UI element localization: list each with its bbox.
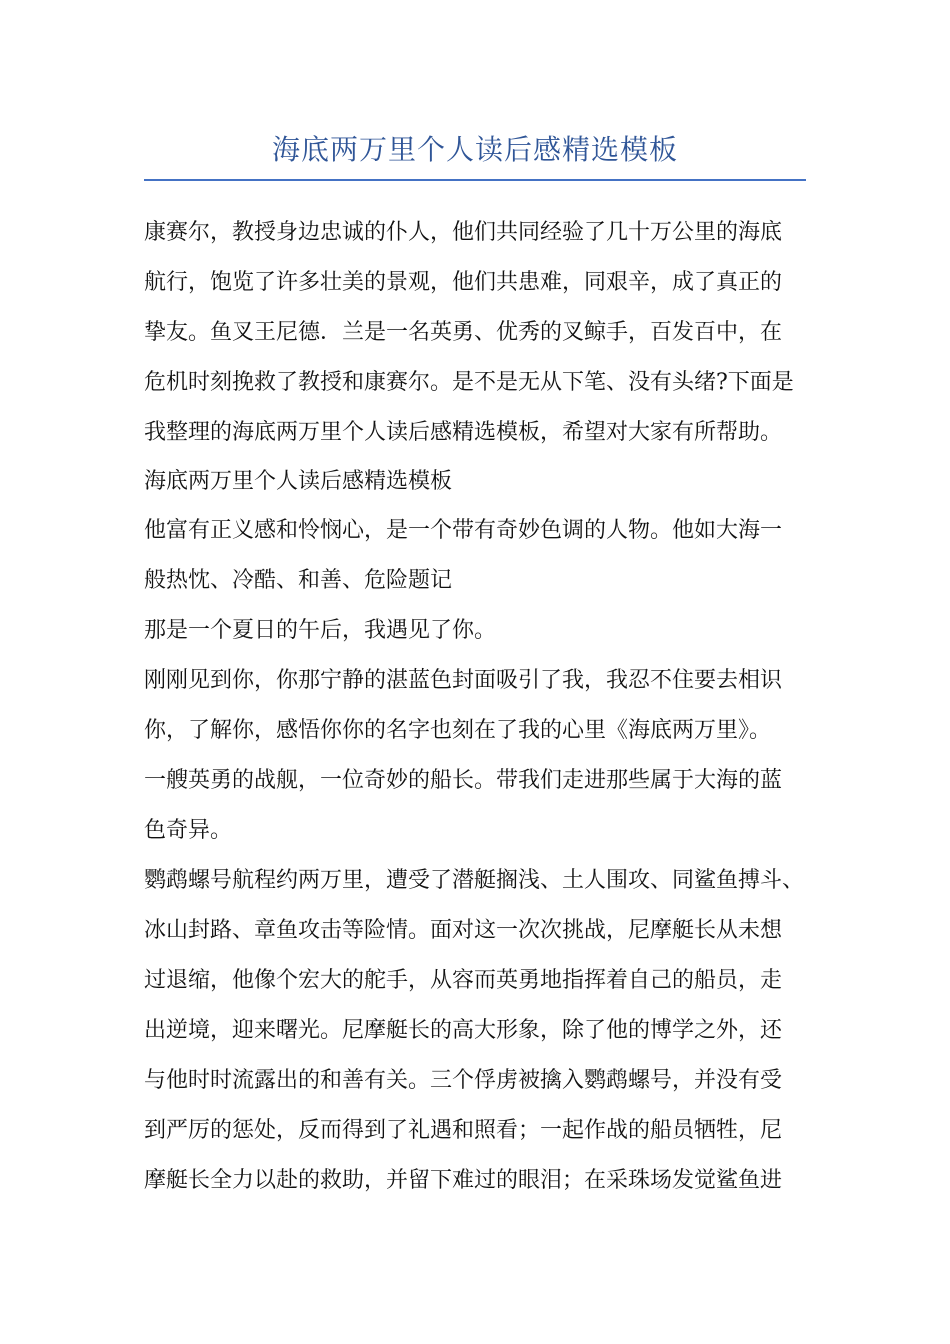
body-line: 一艘英勇的战舰，一位奇妙的船长。带我们走进那些属于大海的蓝 bbox=[144, 768, 783, 793]
body-line: 冰山封路、章鱼攻击等险情。面对这一次次挑战，尼摩艇长从未想 bbox=[144, 918, 783, 943]
body-line: 危机时刻挽救了教授和康赛尔。是不是无从下笔、没有头绪?下面是 bbox=[144, 370, 794, 395]
body-line: 你，了解你，感悟你你的名字也刻在了我的心里《海底两万里》。 bbox=[144, 718, 772, 743]
body-line: 摩艇长全力以赴的救助，并留下难过的眼泪；在采珠场发觉鲨鱼进 bbox=[144, 1168, 783, 1193]
body-line: 与他时时流露出的和善有关。三个俘虏被擒入鹦鹉螺号，并没有受 bbox=[144, 1068, 783, 1093]
body-line: 色奇异。 bbox=[144, 818, 233, 843]
body-line: 鹦鹉螺号航程约两万里，遭受了潜艇搁浅、土人围攻、同鲨鱼搏斗、 bbox=[144, 868, 805, 893]
body-line: 过退缩，他像个宏大的舵手，从容而英勇地指挥着自己的船员，走 bbox=[144, 968, 783, 993]
title-underline bbox=[144, 179, 806, 181]
body-line: 康赛尔，教授身边忠诚的仆人，他们共同经验了几十万公里的海底 bbox=[144, 220, 783, 245]
document-body bbox=[144, 208, 808, 1206]
body-line: 般热忱、冷酷、和善、危险题记 bbox=[144, 568, 453, 593]
body-line: 出逆境，迎来曙光。尼摩艇长的高大形象，除了他的博学之外，还 bbox=[144, 1018, 783, 1043]
body-line: 刚刚见到你，你那宁静的湛蓝色封面吸引了我，我忍不住要去相识 bbox=[144, 668, 783, 693]
document-title: 海底两万里个人读后感精选模板 bbox=[271, 133, 678, 166]
body-line: 到严厉的惩处，反而得到了礼遇和照看；一起作战的船员牺牲，尼 bbox=[144, 1118, 783, 1143]
body-line: 他富有正义感和怜悯心，是一个带有奇妙色调的人物。他如大海一 bbox=[144, 518, 783, 543]
section-heading: 海底两万里个人读后感精选模板 bbox=[144, 469, 453, 494]
body-line: 挚友。鱼叉王尼德．兰是一名英勇、优秀的叉鲸手，百发百中，在 bbox=[144, 320, 783, 345]
body-line: 航行，饱览了许多壮美的景观，他们共患难，同艰辛，成了真正的 bbox=[144, 270, 783, 295]
body-line: 我整理的海底两万里个人读后感精选模板，希望对大家有所帮助。 bbox=[144, 420, 783, 445]
body-line: 那是一个夏日的午后，我遇见了你。 bbox=[144, 618, 497, 643]
